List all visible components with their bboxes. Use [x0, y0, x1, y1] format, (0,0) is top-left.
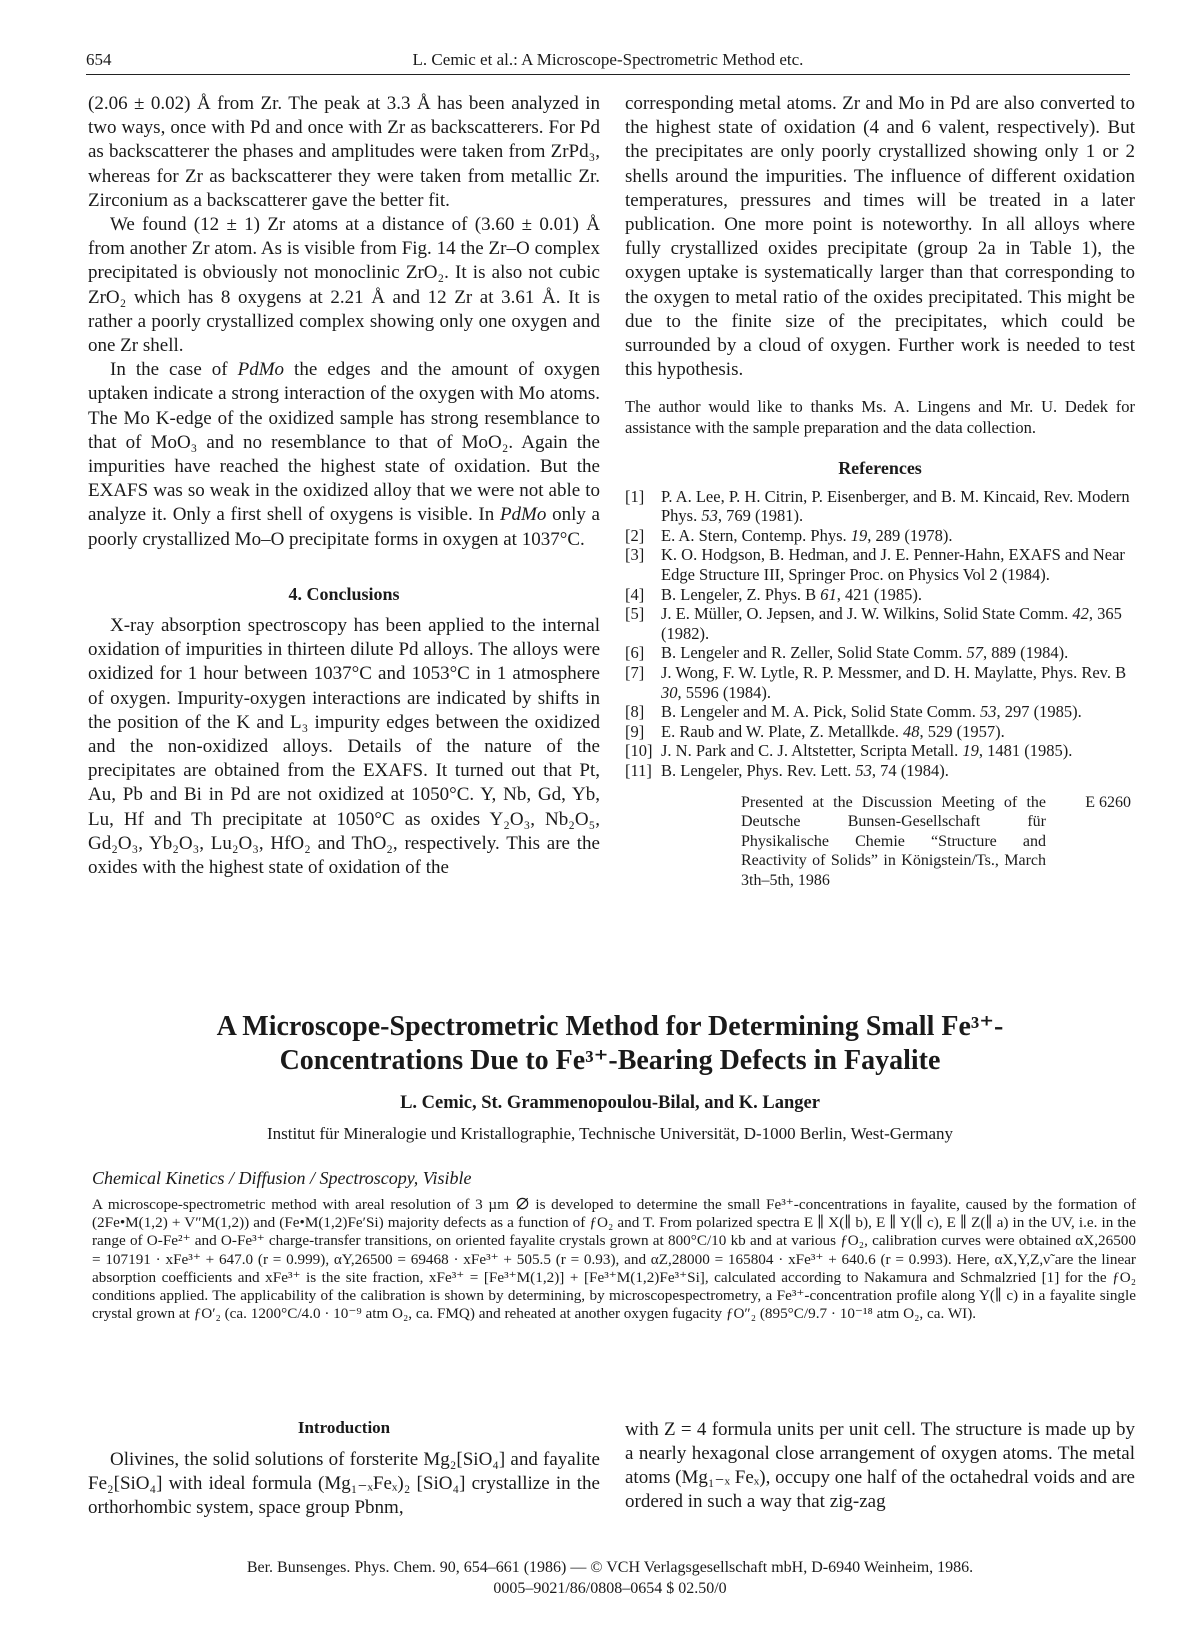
acknowledgement: The author would like to thanks Ms. A. Lingens and Mr. U. Dedek for assistance with the sample preparation and the data collection. [625, 397, 1135, 438]
article-title [80, 1010, 1140, 1078]
reference-text: , 289 (1978). [867, 525, 953, 545]
intro-left-column [88, 1448, 600, 1520]
reference-volume: 19 [850, 525, 868, 545]
paragraph: We found (12 ± 1) Zr atoms at a distance of (3.60 ± 0.01) Å from another Zr atom. As is visible from Fig. 14 the Zr–O complex precipitated is obviously not monoclinic ZrO₂. It is also not cubic ZrO₂ which has 8 oxygens at 2.21 Å and 12 Zr at 3.61 Å. It is rather a poorly crystallized complex showing only one oxygen and one Zr shell. [88, 214, 600, 357]
running-title: L. Cemic et al.: A Microscope-Spectrometric Method etc. [412, 50, 804, 69]
reference-number: [2] [625, 525, 645, 545]
reference-text: J. Wong, F. W. Lytle, R. P. Messmer, and D. H. Maylatte, Phys. Rev. B [661, 662, 1127, 682]
reference-number: [1] [625, 486, 645, 506]
paragraph: corresponding metal atoms. Zr and Mo in Pd are also converted to the highest state of oxidation (4 and 6 valent, respectively). But the precipitates are only poorly crystallized showing only 1 or 2 shells around the impurities. The influence of different oxidation temperatures, pressures and times will be treated in a later publication. One more point is noteworthy. In all alloys where fully crystallized oxides precipitate (group 2a in Table 1), the oxygen uptake is systematically larger than that corresponding to the oxygen to metal ratio of the oxides precipitated. This might be due to the finite size of the precipitates, which could be surrounded by a cloud of oxygen. Further work is needed to test this hypothesis. [625, 93, 1135, 381]
reference-text: , 365 (1982). [661, 604, 1122, 643]
diameter-symbol-icon [515, 1196, 530, 1211]
paragraph: (2.06 ± 0.02) Å from Zr. The peak at 3.3 Å has been analyzed in two ways, once with Pd and once with Zr as backscatterers. For Pd as backscatterer the phases and amplitudes were taken from ZrPd₃, whereas for Zr as backscatterer they were taken from metallic Zr. Zirconium as a backscatterer gave the better fit. [88, 93, 600, 211]
presented-note [741, 793, 1131, 891]
page-header [86, 50, 1130, 74]
reference-item [625, 761, 1135, 781]
reference-volume: 57 [966, 643, 983, 663]
reference-text: B. Lengeler, Z. Phys. B [661, 584, 821, 604]
reference-item [625, 585, 1135, 605]
reference-text: , 769 (1981). [717, 506, 804, 526]
reference-number: [6] [625, 643, 645, 663]
reference-item [625, 487, 1135, 526]
reference-volume: 30 [661, 682, 678, 702]
reference-text: B. Lengeler and R. Zeller, Solid State Comm. [661, 643, 967, 663]
left-column [88, 92, 600, 880]
reference-volume: 48 [902, 721, 920, 741]
article-affiliation: Institut für Mineralogie und Kristallographie, Technische Universität, D-1000 Berlin, West-Germany [266, 1124, 954, 1143]
alloy-name: PdMo [499, 504, 547, 526]
paragraph [88, 358, 600, 552]
reference-number: [7] [625, 662, 645, 682]
reference-item [625, 741, 1135, 761]
article-keywords: Chemical Kinetics / Diffusion / Spectroscopy, Visible [92, 1168, 472, 1188]
presented-text: Presented at the Discussion Meeting of the Deutsche Bunsen-Gesellschaft für Physikalische Chemie “Structure and Reactivity of Solids” in Königstein/Ts., March 3th–5th, 1986 [741, 793, 1046, 889]
reference-text: P. A. Lee, P. H. Citrin, P. Eisenberger, and B. M. Kincaid, Rev. Modern Phys. [661, 486, 1130, 526]
article-title-line: Concentrations Due to Fe³⁺-Bearing Defects in Fayalite [279, 1045, 941, 1076]
reference-number: [9] [625, 721, 645, 741]
reference-number: [10] [625, 741, 653, 761]
text-run: the edges and the amount of oxygen uptaken indicate a strong interaction of the oxygen with Mo atoms. The Mo K-edge of the oxidized sample has strong resemblance to that of MoO₃ and no resemblance to that of MoO₂. Again the impurities have reached the highest state of oxidation. But the EXAFS was so weak in the oxidized alloy that we were not able to analyze it. Only a first shell of oxygens is visible. In [88, 359, 600, 526]
right-column [625, 92, 1135, 890]
reference-item [625, 526, 1135, 546]
reference-text: , 529 (1957). [919, 721, 1005, 741]
reference-item [625, 604, 1135, 643]
reference-text: E. A. Stern, Contemp. Phys. [661, 525, 851, 545]
reference-item [625, 702, 1135, 722]
reference-text: , 74 (1984). [871, 760, 949, 780]
reference-item [625, 722, 1135, 742]
reference-text: J. N. Park and C. J. Altstetter, Scripta Metall. [661, 741, 963, 761]
header-rule [86, 74, 1130, 75]
page-number: 654 [86, 50, 112, 69]
reference-text: B. Lengeler and M. A. Pick, Solid State Comm. [661, 702, 980, 722]
section-heading-conclusions: 4. Conclusions [288, 583, 400, 604]
reference-number: [8] [625, 702, 645, 722]
page-footer [80, 1557, 1140, 1599]
reference-volume: 42 [1072, 604, 1089, 624]
references-heading: References [838, 458, 922, 479]
paragraph: X-ray absorption spectroscopy has been applied to the internal oxidation of impurities in thirteen dilute Pd alloys. The alloys were oxidized for 1 hour between 1037°C and 1053°C in 1 atmosphere of oxygen. Impurity-oxygen interactions are indicated by shifts in the position of the K and L₃ impurity edges between the oxidized and the non-oxidized alloys. Details of the nature of the precipitates are obtained from the EXAFS. It turned out that Pt, Au, Pb and Bi in Pd are not oxidized at 1050°C. Y, Nb, Gd, Yb, Lu, Hf and Th precipitate at 1050°C as oxides Y₂O₃, Nb₂O₅, Gd₂O₃, Yb₂O₃, Lu₂O₃, HfO₂ and ThO₂, respectively. This are the oxides with the highest state of oxidation of the [88, 615, 600, 879]
reference-item [625, 663, 1135, 702]
reference-text: B. Lengeler, Phys. Rev. Lett. [661, 760, 856, 780]
citation-line: Ber. Bunsenges. Phys. Chem. 90, 654–661 (1986) — © VCH Verlagsgesellschaft mbH, D-6940 Weinheim, 1986. [246, 1559, 974, 1576]
reference-text: J. E. Müller, O. Jepsen, and J. W. Wilkins, Solid State Comm. [661, 604, 1073, 624]
article-authors: L. Cemic, St. Grammenopoulou-Bilal, and K. Langer [400, 1093, 820, 1113]
reference-number: [4] [625, 584, 645, 604]
reference-number: [11] [625, 760, 652, 780]
reference-volume: 53 [979, 702, 997, 722]
reference-item [625, 545, 1135, 584]
issn-line: 0005–9021/86/0808–0654 $ 02.50/0 [493, 1580, 727, 1597]
text-run: A microscope-spectrometric method with areal resolution of 3 µm [92, 1196, 515, 1213]
reference-volume: 61 [820, 584, 837, 604]
section-heading-introduction: Introduction [297, 1418, 391, 1437]
manuscript-code: E 6260 [1085, 793, 1131, 811]
reference-number: [5] [625, 604, 645, 624]
reference-list [625, 487, 1135, 781]
reference-item [625, 643, 1135, 663]
alloy-name: PdMo [237, 359, 285, 381]
reference-volume: 19 [962, 741, 979, 761]
intro-right-column [625, 1418, 1135, 1514]
reference-text: , 1481 (1985). [978, 741, 1073, 761]
reference-volume: 53 [855, 760, 872, 780]
article-abstract [92, 1196, 1136, 1323]
paragraph: Olivines, the solid solutions of forsterite Mg₂[SiO₄] and fayalite Fe₂[SiO₄] with ideal formula (Mg₁₋ₓFeₓ)₂ [SiO₄] crystallize in the orthorhombic system, space group Pbnm, [88, 1449, 600, 1518]
reference-text: E. Raub and W. Plate, Z. Metallkde. [661, 721, 903, 741]
reference-text: , 889 (1984). [982, 643, 1069, 663]
reference-number: [3] [625, 545, 645, 565]
text-run: is developed to determine the small Fe³⁺-concentrations in fayalite, caused by the formation of (2Fe•M(1,2) + V″M(1,2)) and (Fe•M(1,2)Fe′Si) majority defects as a function of ƒO₂ and T. From polarized spectra E ∥ X(∥ b), E ∥ Y(∥ c), E ∥ Z(∥ a) in the UV, i.e. in the range of O-Fe²⁺ and O-Fe³⁺ charge-transfer transitions, on oriented fayalite crystals grown at 800°C/10 kb and at various ƒO₂, calibration curves were obtained αX,26500 = 107191 · xFe³⁺ + 647.0 (r = 0.999), αY,26500 = 69468 · xFe³⁺ + 505.5 (r = 0.93), and αZ,28000 = 165804 · xFe³⁺ + 640.6 (r = 0.993). Here, αX,Y,Z,ν̃ are the linear absorption coefficients and xFe³⁺ is the site fraction, xFe³⁺ = [Fe³⁺M(1,2)] + [Fe³⁺M(1,2)Fe³⁺Si], calculated according to Nakamura and Schmalzried [1] for the ƒO₂ conditions applied. The applicability of the calibration is shown by determining, by microscopespectrometry, a Fe³⁺-concentration profile along Y(∥ c) in a fayalite single crystal grown at ƒO′₂ (ca. 1200°C/4.0 · 10⁻⁹ atm O₂, ca. FMQ) and reheated at another oxygen fugacity ƒO″₂ (895°C/9.7 · 10⁻¹⁸ atm O₂, ca. WI). [92, 1196, 1136, 1323]
reference-text: , 297 (1985). [996, 702, 1082, 722]
reference-text: , 421 (1985). [836, 584, 923, 604]
paragraph: with Z = 4 formula units per unit cell. The structure is made up by a nearly hexagonal close arrangement of oxygen atoms. The metal atoms (Mg₁₋ₓ Feₓ), occupy one half of the octahedral voids and are ordered in such a way that zig-zag [625, 1419, 1135, 1512]
article-title-line: A Microscope-Spectrometric Method for Determining Small Fe³⁺- [216, 1011, 1004, 1042]
reference-volume: 53 [701, 506, 718, 526]
text-run: In the case of [110, 359, 238, 381]
text-run: only a poorly crystallized Mo–O precipitate forms in oxygen at 1037°C. [88, 504, 600, 550]
reference-text: , 5596 (1984). [677, 682, 771, 702]
reference-text: K. O. Hodgson, B. Hedman, and J. E. Penner-Hahn, EXAFS and Near Edge Structure III, Springer Proc. on Physics Vol 2 (1984). [661, 545, 1125, 585]
